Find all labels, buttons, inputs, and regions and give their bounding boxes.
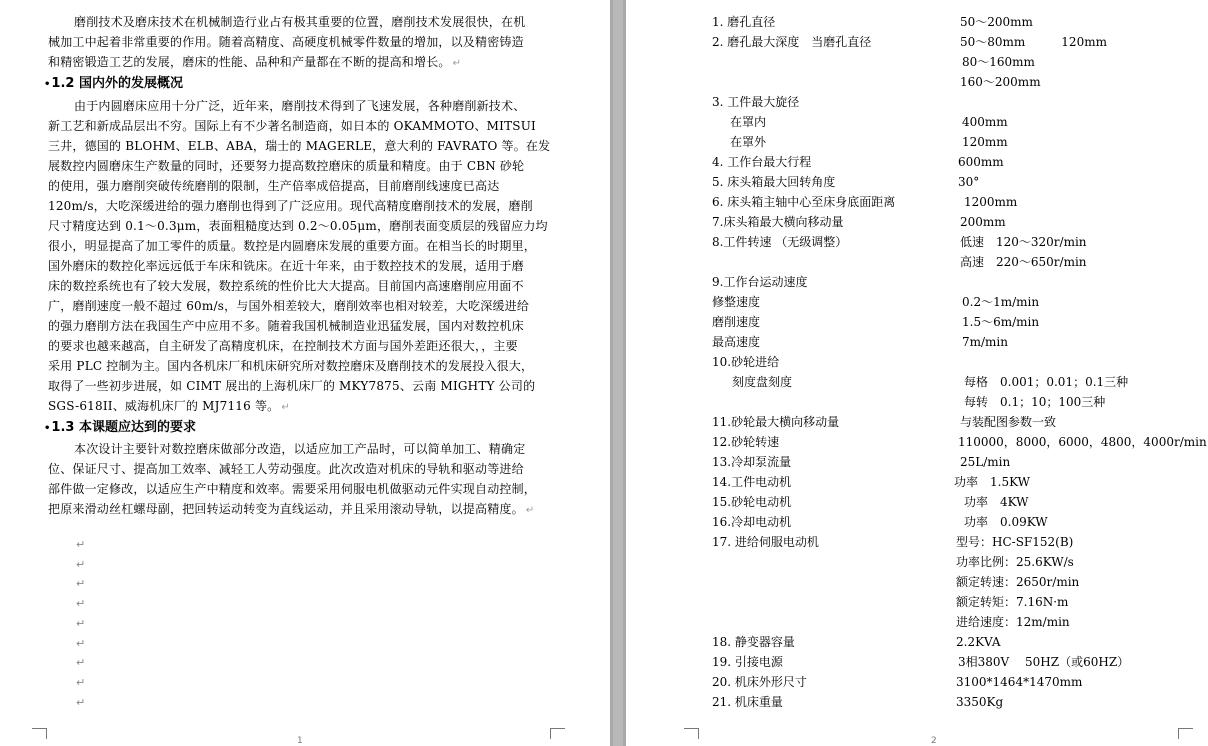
- spec-label: 15.砂轮电动机: [712, 495, 792, 509]
- paragraph-line: [48, 296, 551, 316]
- spec-value: 30°: [958, 175, 980, 189]
- paragraph-mark-icon: ↵: [525, 505, 535, 516]
- section-heading-1-3: •1.3 本课题应达到的要求: [44, 420, 196, 435]
- spec-value: 0.2～1m/min: [962, 295, 1040, 309]
- spec-label: 11.砂轮最大横向移动量: [712, 415, 840, 429]
- paragraph-line: [48, 439, 551, 459]
- spec-label: 12.砂轮转速: [712, 435, 780, 449]
- spec-label: 17. 进给伺服电动机: [712, 535, 819, 549]
- paragraph-line: [48, 396, 551, 418]
- paragraph-line: [48, 116, 551, 136]
- paragraph-line: [48, 376, 551, 396]
- paragraph-line: [48, 176, 551, 196]
- paragraph-line: [48, 479, 551, 499]
- paragraph-text: 国外磨床的数控化率远远低于车床和铣床。在近十年来，由于数控技术的发展，适用于磨: [48, 259, 524, 273]
- paragraph-mark-icon: ↵: [281, 402, 290, 413]
- spec-label: 7.床头箱最大横向移动量: [712, 215, 844, 229]
- empty-paragraph-mark-icon: ↵: [76, 616, 86, 630]
- empty-paragraph-mark-icon: ↵: [76, 656, 86, 670]
- spec-label: 16.冷却电动机: [712, 515, 792, 529]
- spec-value: 进给速度：12m/min: [956, 615, 1070, 629]
- crop-mark: [684, 728, 699, 739]
- spec-label: 9.工作台运动速度: [712, 275, 808, 289]
- paragraph-line: [48, 459, 551, 479]
- spec-value: 1.5～6m/min: [962, 315, 1040, 329]
- spec-value: 低速 120～320r/min: [960, 235, 1087, 249]
- paragraph-text: 尺寸精度达到 0.1～0.3μm，表面粗糙度达到 0.2～0.05μm，磨削表面变质层的残留应力均: [48, 219, 548, 233]
- spec-label: 10.砂轮进给: [712, 355, 780, 369]
- spec-label: 在罩内: [730, 115, 767, 129]
- spec-value: 高速 220～650r/min: [960, 255, 1087, 269]
- paragraph-text: 部件做一定修改，以适应生产中精度和效率。需要采用伺服电机做驱动元件实现自动控制，: [48, 482, 537, 496]
- spec-value: 2.2KVA: [956, 635, 1001, 649]
- spec-label: 2. 磨孔最大深度 当磨孔直径: [712, 35, 872, 49]
- spec-value: 160～200mm: [960, 75, 1041, 89]
- paragraph-text: 的要求也越来越高，自主研发了高精度机床，在控制技术方面与国外差距还很大，，主要: [48, 339, 518, 353]
- paragraph-line: [48, 52, 551, 74]
- spec-label: 6. 床头箱主轴中心至床身底面距离: [712, 195, 896, 209]
- spec-value: 功率 4KW: [964, 495, 1029, 509]
- spec-label: 刻度盘刻度: [732, 375, 793, 389]
- empty-paragraph-mark-icon: ↵: [76, 577, 86, 591]
- spec-label: 20. 机床外形尺寸: [712, 675, 807, 689]
- spec-value: 7m/min: [962, 335, 1009, 349]
- spec-value: 3100*1464*1470mm: [956, 675, 1083, 689]
- spec-label: 19. 引接电源: [712, 655, 783, 669]
- spec-label: 14.工件电动机: [712, 475, 792, 489]
- spec-value: 功率 0.09KW: [964, 515, 1048, 529]
- empty-paragraph-mark-icon: ↵: [76, 597, 86, 611]
- paragraph-text: 本次设计主要针对数控磨床做部分改造，以适应加工产品时，可以简单加工、精确定: [74, 442, 526, 456]
- paragraph-text: 的使用，强力磨削突破传统磨削的限制，生产倍率成倍提高，目前磨削线速度已高达: [48, 179, 500, 193]
- paragraph-text: 展数控内圆磨床生产数量的同时，还要努力提高数控磨床的质量和精度。由于 CBN 砂轮: [48, 159, 525, 173]
- paragraph-line: [48, 136, 551, 156]
- spec-value: 1200mm: [964, 195, 1018, 209]
- spec-label: 4. 工作台最大行程: [712, 155, 812, 169]
- spec-value: 额定转矩：7.16N·m: [956, 595, 1069, 609]
- empty-paragraph-mark-icon: ↵: [76, 557, 86, 571]
- paragraph-line: [48, 336, 551, 356]
- empty-paragraph-mark-icon: ↵: [76, 636, 86, 650]
- paragraph-line: [48, 316, 551, 336]
- spec-value: 每转 0.1；10；100三种: [964, 395, 1106, 409]
- paragraph-line: [48, 236, 551, 256]
- spec-label: 3. 工件最大旋径: [712, 95, 800, 109]
- empty-paragraph-mark-icon: ↵: [76, 695, 86, 709]
- empty-paragraph-mark-icon: ↵: [76, 538, 86, 551]
- paragraph-line: [48, 356, 551, 376]
- bullet-icon: •: [44, 79, 51, 90]
- paragraph-text: 三井，德国的 BLOHM、ELB、ABA，瑞士的 MAGERLE，意大利的 FAVRATO 等。在发: [48, 139, 551, 153]
- paragraph-text: 位、保证尺寸、提高加工效率、减轻工人劳动强度。此次改造对机床的导轨和驱动等进给: [48, 462, 524, 476]
- section-heading-1-2: •1.2 国内外的发展概况: [44, 76, 183, 91]
- paragraph-text: 广，磨削速度一般不超过 60m/s，与国外相差较大，磨削效率也相对较差，大吃深缓进给: [48, 299, 530, 313]
- page-number: 1: [297, 736, 303, 746]
- paragraph-text: 械加工中起着非常重要的作用。随着高精度、高硬度机械零件数量的增加，以及精密铸造: [48, 35, 524, 49]
- paragraph-text: 把原来滑动丝杠螺母副，把回转运动转变为直线运动，并且采用滚动导轨，以提高精度。: [48, 502, 524, 516]
- paragraph-line: [48, 276, 551, 296]
- spec-value: 3相380V 50HZ（或60HZ）: [958, 655, 1130, 669]
- paragraph-line: [48, 216, 551, 236]
- paragraph-mark-icon: ↵: [452, 58, 462, 69]
- spec-label: 21. 机床重量: [712, 695, 783, 709]
- paragraph-line: [48, 156, 551, 176]
- spec-value: 50～80mm 120mm: [960, 35, 1107, 49]
- spec-label: 13.冷却泵流量: [712, 455, 792, 469]
- spec-label: 8.工件转速 （无级调整）: [712, 235, 848, 249]
- spec-value: 型号：HC-SF152(B): [956, 535, 1074, 549]
- spec-value: 功率比例：25.6KW/s: [956, 555, 1074, 569]
- spec-label: 5. 床头箱最大回转角度: [712, 175, 836, 189]
- paragraph-text: 120m/s，大吃深缓进给的强力磨削也得到了广泛应用。现代高精度磨削技术的发展，磨削: [48, 199, 533, 213]
- spec-value: 80～160mm: [962, 55, 1035, 69]
- spec-value: 200mm: [960, 215, 1006, 229]
- paragraph-text: 床的数控系统也有了较大发展，数控系统的性价比大大提高。目前国内高速磨削应用面不: [48, 279, 524, 293]
- spec-value: 额定转速：2650r/min: [956, 575, 1080, 589]
- paragraph-text: SGS-618II、威海机床厂的 MJ7116 等。: [48, 399, 280, 413]
- spec-label: 磨削速度: [712, 315, 761, 329]
- spec-label: 修整速度: [712, 295, 761, 309]
- paragraph-text: 采用 PLC 控制为主。国内各机床厂和机床研究所对数控磨床及磨削技术的发展投入很大，: [48, 359, 534, 373]
- paragraph-line: [48, 196, 551, 216]
- spec-label: 18. 静变器容量: [712, 635, 795, 649]
- crop-mark: [550, 728, 565, 739]
- spec-value: 50～200mm: [960, 15, 1033, 29]
- paragraph-text: 很小，明显提高了加工零件的质量。数控是内圆磨床发展的重要方面。在相当长的时期里，: [48, 239, 537, 253]
- paragraph-line: [48, 12, 551, 32]
- paragraph-text: 新工艺和新成品层出不穷。国际上有不少著名制造商，如日本的 OKAMMOTO、MITSUI: [48, 119, 536, 133]
- paragraph-line: [48, 32, 551, 52]
- spec-value: 25L/min: [960, 455, 1011, 469]
- page-number: 2: [931, 736, 937, 746]
- crop-mark: [1178, 728, 1193, 739]
- paragraph-line: [48, 96, 551, 116]
- spec-value: 与装配图参数一致: [960, 415, 1057, 429]
- spec-value: 400mm: [962, 115, 1008, 129]
- paragraph-text: 取得了一些初步进展，如 CIMT 展出的上海机床厂的 MKY7875、云南 MIGHTY 公司的: [48, 379, 536, 393]
- paragraph-text: 和精密锻造工艺的发展，磨床的性能、品种和产量都在不断的提高和增长。: [48, 55, 451, 69]
- paragraph-line: [48, 499, 551, 521]
- spec-label: 在罩外: [730, 135, 767, 149]
- document-page-2[interactable]: [626, 0, 1208, 746]
- spec-value: 3350Kg: [956, 695, 1004, 709]
- spec-value: 每格 0.001；0.01；0.1三种: [964, 375, 1129, 389]
- paragraph-text: 的强力磨削方法在我国生产中应用不多。随着我国机械制造业迅猛发展，国内对数控机床: [48, 319, 524, 333]
- empty-paragraph-mark-icon: ↵: [76, 675, 86, 689]
- spec-value: 110000，8000，6000，4800，4000r/min: [958, 435, 1207, 449]
- spec-value: 120mm: [962, 135, 1008, 149]
- spec-value: 功率 1.5KW: [954, 475, 1030, 489]
- spec-label: 最高速度: [712, 335, 761, 349]
- page-gap: [610, 0, 626, 746]
- paragraph-line: [48, 256, 551, 276]
- crop-mark: [32, 728, 47, 739]
- spec-label: 1. 磨孔直径: [712, 15, 776, 29]
- spec-value: 600mm: [958, 155, 1004, 169]
- bullet-icon: •: [44, 423, 51, 434]
- paragraph-text: 磨削技术及磨床技术在机械制造行业占有极其重要的位置，磨削技术发展很快，在机: [74, 15, 526, 29]
- paragraph-text: 由于内圆磨床应用十分广泛，近年来，磨削技术得到了飞速发展，各种磨削新技术、: [74, 99, 526, 113]
